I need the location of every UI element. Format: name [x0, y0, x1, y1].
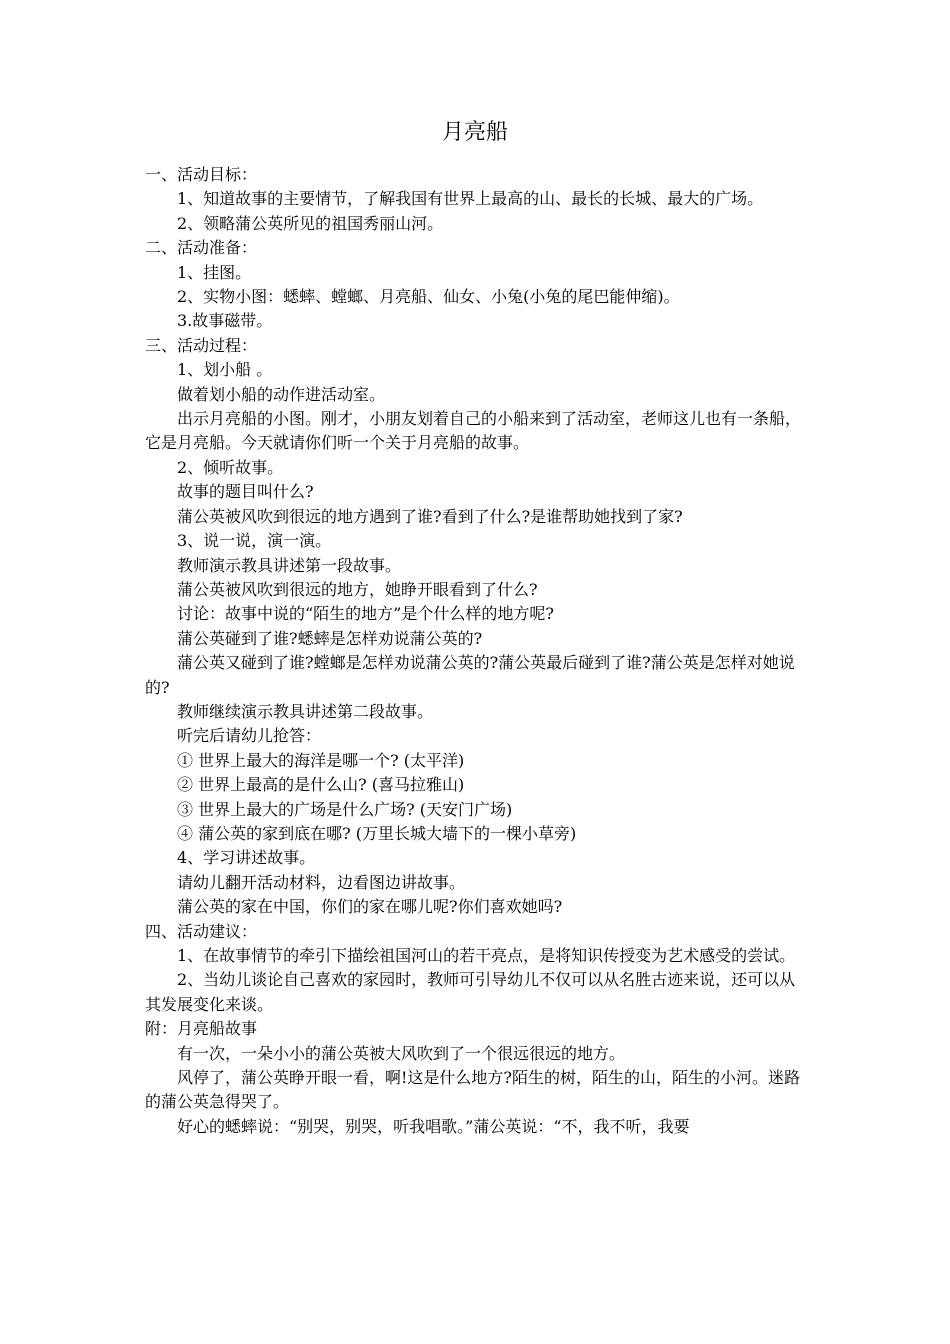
body-paragraph: 1、知道故事的主要情节，了解我国有世界上最高的山、最长的长城、最大的广场。	[177, 189, 764, 209]
body-paragraph: 蒲公英碰到了谁?蟋蟀是怎样劝说蒲公英的?	[177, 628, 483, 648]
section-heading: 附：月亮船故事	[145, 1019, 258, 1039]
body-paragraph: 蒲公英又碰到了谁?螳螂是怎样劝说蒲公英的?蒲公英最后碰到了谁?蒲公英是怎样对她说的?	[145, 653, 795, 697]
body-paragraph: 3.故事磁带。	[177, 311, 273, 331]
section-heading: 二、活动准备：	[145, 238, 258, 258]
body-paragraph: 2、倾听故事。	[177, 457, 284, 477]
body-paragraph: 2、当幼儿谈论自己喜欢的家园时，教师可引导幼儿不仅可以从名胜古迹来说，还可以从其发展变化来谈。	[145, 970, 796, 1014]
body-paragraph: 做着划小船的动作进活动室。	[177, 384, 386, 404]
body-paragraph: 风停了，蒲公英睁开眼一看，啊!这是什么地方?陌生的树，陌生的山，陌生的小河。迷路的蒲公英急得哭了。	[145, 1068, 801, 1112]
section-heading: 三、活动过程：	[145, 335, 258, 355]
body-paragraph: 教师继续演示教具讲述第二段故事。	[177, 701, 434, 721]
body-paragraph: 蒲公英被风吹到很远的地方遇到了谁?看到了什么?是谁帮助她找到了家?	[177, 506, 683, 526]
document-body	[145, 163, 805, 1139]
body-paragraph: 2、实物小图：蟋蟀、螳螂、月亮船、仙女、小兔(小兔的尾巴能伸缩)。	[177, 287, 680, 307]
body-paragraph: 1、在故事情节的牵引下描绘祖国河山的若干亮点，是将知识传授变为艺术感受的尝试。	[177, 946, 796, 965]
body-paragraph: 蒲公英被风吹到很远的地方，她睁开眼看到了什么?	[177, 579, 538, 599]
body-paragraph: 蒲公英的家在中国，你们的家在哪儿呢?你们喜欢她吗?	[177, 897, 563, 917]
body-paragraph: 教师演示教具讲述第一段故事。	[177, 555, 402, 575]
body-paragraph: 出示月亮船的小图。刚才，小朋友划着自己的小船来到了活动室，老师这儿也有一条船，它是月亮船。今天就请你们听一个关于月亮船的故事。	[145, 409, 802, 453]
body-paragraph: 1、挂图。	[177, 262, 252, 282]
body-paragraph: 听完后请幼儿抢答：	[177, 726, 322, 746]
body-paragraph: 故事的题目叫什么?	[177, 482, 314, 502]
body-paragraph: 请幼儿翻开活动材料，边看图边讲故事。	[177, 872, 466, 892]
body-paragraph: 3、说一说，演一演。	[177, 531, 332, 551]
document-title: 月亮船	[441, 120, 508, 145]
body-paragraph: 好心的蟋蟀说：“别哭，别哭，听我唱歌。”蒲公英说：“不，我不听，我要	[177, 1116, 690, 1136]
body-paragraph: 4、学习讲述故事。	[177, 848, 316, 868]
body-paragraph: ③ 世界上最大的广场是什么广场? (天安门广场)	[177, 799, 513, 819]
body-paragraph: 讨论：故事中说的“陌生的地方”是个什么样的地方呢?	[177, 604, 554, 624]
body-paragraph: 2、领略蒲公英所见的祖国秀丽山河。	[177, 213, 444, 233]
body-paragraph: 1、划小船 。	[177, 360, 273, 380]
body-paragraph: 有一次，一朵小小的蒲公英被大风吹到了一个很远很远的地方。	[177, 1043, 626, 1063]
body-paragraph: ② 世界上最高的是什么山? (喜马拉雅山)	[177, 775, 465, 795]
body-paragraph: ① 世界上最大的海洋是哪一个? (太平洋)	[177, 750, 465, 770]
section-heading: 一、活动目标：	[145, 165, 258, 184]
body-paragraph: ④ 蒲公英的家到底在哪? (万里长城大墙下的一棵小草旁)	[177, 823, 577, 843]
section-heading: 四、活动建议：	[145, 921, 258, 941]
